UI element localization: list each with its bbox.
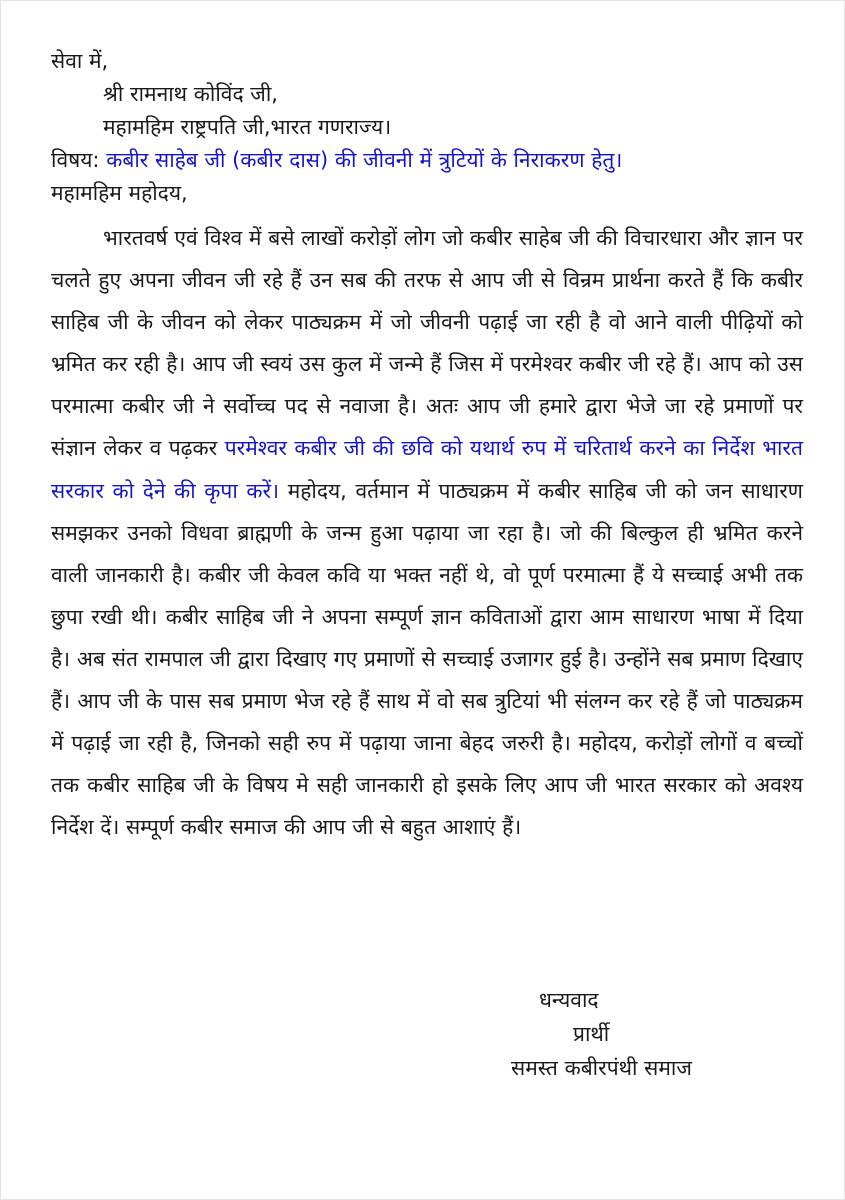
closing-signatory: समस्त कबीरपंथी समाज: [511, 1056, 692, 1080]
salutation-to: सेवा में,: [51, 49, 109, 73]
body-highlight-request: परमेश्वर कबीर जी की छवि को यथार्थ रुप में चरितार्थ करने का निर्देश भारत सरकार को देने की कृपा करें।: [51, 436, 803, 503]
closing-thanks: धन्यवाद: [539, 988, 599, 1012]
body-text-part2: महोदय, वर्तमान में पाठ्यक्रम में कबीर साहिब जी को जन साधारण समझकर उनको विधवा ब्राह्मणी के जन्म हुआ पढ़ाया जा रहा है। जो की बिल्कुल ही भ्रमित करने वाली जानकारी है। कबीर जी केवल कवि या भक्त नहीं थे, वो पूर्ण परमात्मा हैं ये सच्चाई अभी तक छुपा रखी थी। कबीर साहिब जी ने अपना सम्पूर्ण ज्ञान कविताओं द्वारा आम साधारण भाषा में दिया है। अब संत रामपाल जी द्वारा दिखाए गए प्रमाणों से सच्चाई उजागर हुई है। उन्होंने सब प्रमाण दिखाए हैं। आप जी के पास सब प्रमाण भेज रहे हैं साथ में वो सब त्रुटियां भी संलग्न कर रहे हैं जो पाठ्यक्रम में पढ़ाई जा रही है, जिनको सही रुप में पढ़ाया जाना बेहद जरुरी है। महोदय, करोड़ों लोगों व बच्चों तक कबीर साहिब जी के विषय मे सही जानकारी हो इसके लिए आप जी भारत सरकार को अवश्य निर्देश दें। सम्पूर्ण कबीर समाज की आप जी से बहुत आशाएं हैं।: [51, 478, 803, 840]
closing-applicant: प्रार्थी: [573, 1022, 610, 1046]
subject-text: कबीर साहेब जी (कबीर दास) की जीवनी में त्रुटियों के निराकरण हेतु।: [106, 148, 623, 172]
recipient-name: श्री रामनाथ कोविंद जी,: [103, 82, 278, 106]
body-text-part1: भारतवर्ष एवं विश्व में बसे लाखों करोड़ों लोग जो कबीर साहेब जी की विचारधारा और ज्ञान पर चलते हुए अपना जीवन जी रहे हैं उन सब की तरफ से आप जी से विन्रम प्रार्थना करते हैं कि कबीर साहिब जी के जीवन को लेकर पाठ्यक्रम में जो जीवनी पढ़ाई जा रही है वो आने वाली पीढ़ियों को भ्रमित कर रही है। आप जी स्वयं उस कुल में जन्मे हैं जिस में परमेश्वर कबीर जी रहे हैं। आप को उस परमात्मा कबीर जी ने सर्वोच्च पद से नवाजा है। अतः आप जी हमारे द्वारा भेजे जा रहे प्रमाणों पर संज्ञान लेकर व पढ़कर: [51, 226, 803, 461]
subject-line: [51, 144, 803, 177]
body-paragraph: [51, 217, 803, 848]
subject-label: विषय:: [51, 148, 100, 172]
greeting: महामहिम महोदय,: [51, 181, 188, 205]
letter-body: [51, 45, 803, 848]
closing-block: [471, 983, 771, 1085]
recipient-title: महामहिम राष्ट्रपति जी,भारत गणराज्य।: [103, 115, 392, 139]
